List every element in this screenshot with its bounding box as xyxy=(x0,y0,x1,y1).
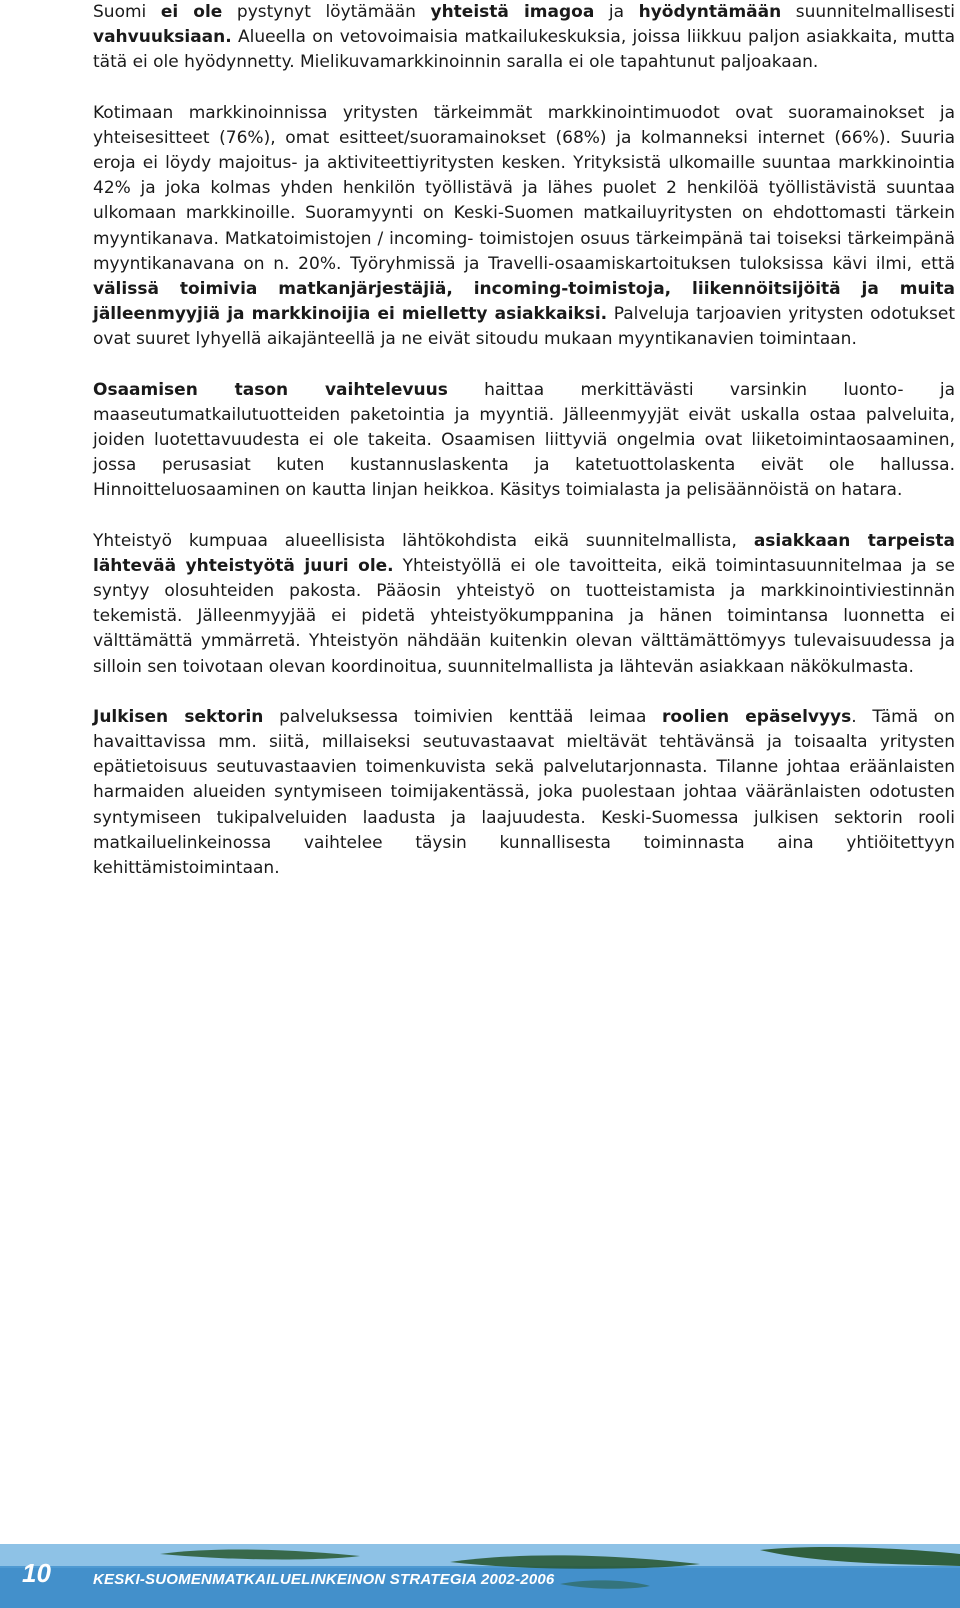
body-text-run: Alueella on vetovoimaisia matkailukeskuksia, joissa liikkuu paljon asiakkaita, mutta tätä ei ole hyödynnetty. Mielikuvamarkkinoinnin saralla ei ole tapahtunut paljoakaan. xyxy=(93,27,955,73)
paragraph-public-sector xyxy=(93,705,955,881)
footer-banner xyxy=(0,1544,960,1608)
emphasis-text: välissä toimivia matkanjärjestäjiä, incoming-toimistoja, liikennöitsijöitä ja muita jälleenmyyjiä ja markkinoijia ei mielletty asiakkaiksi. xyxy=(93,279,955,325)
emphasis-text: Julkisen sektorin xyxy=(93,706,264,727)
body-text-run: Yhteistyö kumpuaa alueellisista lähtökohdista eikä suunnitelmallista, xyxy=(93,530,754,551)
emphasis-text: asiakkaan tarpeista lähtevää yhteistyötä juuri ole. xyxy=(93,530,955,576)
body-text-run: . Tämä on havaittavissa mm. siitä, millaiseksi seutuvastaavat mieltävät tehtävänsä ja toisaalta yritysten epätietoisuus seutuvastaavien toimenkuvista sekä palvelutarjonnasta. Tilanne johtaa eräänlaisten harmaiden alueiden syntymiseen toimijakentässä, joka puolestaan johtaa vääränlaisten odotusten syntymiseen tukipalveluiden laadusta ja laajuudesta. Keski-Suomessa julkisen sektorin rooli matkailuelinkeinossa vaihtelee täysin kunnallisesta toiminnasta aina yhtiöitettyyn kehittämistoimintaan. xyxy=(93,706,955,879)
page-number: 10 xyxy=(22,1558,51,1588)
document-title: KESKI-SUOMENMATKAILUELINKEINON STRATEGIA 2002-2006 xyxy=(93,1571,555,1588)
body-text-run: Kotimaan markkinoinnissa yritysten tärkeimmät markkinointimuodot ovat suoramainokset ja yhteisesitteet (76%), omat esitteet/suoramainokset (68%) ja kolmanneksi internet (66%). Suuria eroja ei löydy majoitus- ja aktiviteettiyritysten kesken. Yrityksistä ulkomaille suuntaa markkinointia 42% ja joka kolmas yhden henkilön työllistävä ja lähes puolet 2 henkilöä työllistävistä suuntaa ulkomaan markkinoille. Suoramyynti on Keski-Suomen matkailuyritysten on ehdottomasti tärkein myyntikanava. Matkatoimistojen / incoming- toimistojen osuus tärkeimpänä tai toiseksi tärkeimpänä myyntikanavana on n. 20%. Työryhmissä ja Travelli-osaamiskartoituksen tuloksissa kävi ilmi, että xyxy=(93,102,955,274)
emphasis-text: hyödyntämään xyxy=(638,2,782,22)
body-text-run: Palveluja tarjoavien yritysten odotukset ovat suuret lyhyellä aikajänteellä ja ne eivät sitoudu mukaan myyntikanavien toimintaan. xyxy=(93,304,955,350)
emphasis-text: yhteistä imagoa xyxy=(430,2,595,22)
paragraph-competence xyxy=(93,378,955,504)
body-text-run: Yhteistyöllä ei ole tavoitteita, eikä toimintasuunnitelmaa ja se syntyy olosuhteiden pakosta. Pääosin yhteistyö on tuotteistamista ja markkinointiviestinnän tekemistä. Jälleenmyyjää ei pidetä yhteistyökumppanina ja hänen toimintansa luonnetta ei välttämättä ymmärretä. Yhteistyön nähdään kuitenkin olevan välttämättömyys tulevaisuudessa ja silloin sen toivotaan olevan koordinoitua, suunnitelmallista ja lähtevän asiakkaan näkökulmasta. xyxy=(93,555,955,677)
body-text-run: haittaa merkittävästi varsinkin luonto- ja maaseutumatkailutuotteiden paketointia ja myyntiä. Jälleenmyyjät eivät uskalla ostaa palveluita, joiden luotettavuudesta ei ole takeita. Osaamisen liittyviä ongelmia ovat liiketoimintaosaaminen, jossa perusasiat kuten kustannuslaskenta ja katetuottolaskenta eivät ole hallussa. Hinnoitteluosaaminen on kautta linjan heikkoa. Käsitys toimialasta ja pelisäännöistä on hatara. xyxy=(93,379,955,501)
body-text xyxy=(93,0,955,906)
paragraph-image xyxy=(93,0,955,76)
emphasis-text: roolien epäselvyys xyxy=(662,706,852,727)
paragraph-cooperation xyxy=(93,529,955,680)
body-text-run: Suomi xyxy=(93,2,161,22)
emphasis-text: ei ole xyxy=(160,2,223,22)
body-text-run: suunnitelmallisesti xyxy=(781,2,956,22)
emphasis-text: vahvuuksiaan. xyxy=(93,27,232,48)
body-text-run: pystynyt löytämään xyxy=(222,2,431,22)
emphasis-text: Osaamisen tason vaihtelevuus xyxy=(93,379,448,400)
body-text-run: ja xyxy=(594,2,639,22)
paragraph-marketing xyxy=(93,101,955,353)
body-text-run: palveluksessa toimivien kenttää leimaa xyxy=(263,706,663,727)
